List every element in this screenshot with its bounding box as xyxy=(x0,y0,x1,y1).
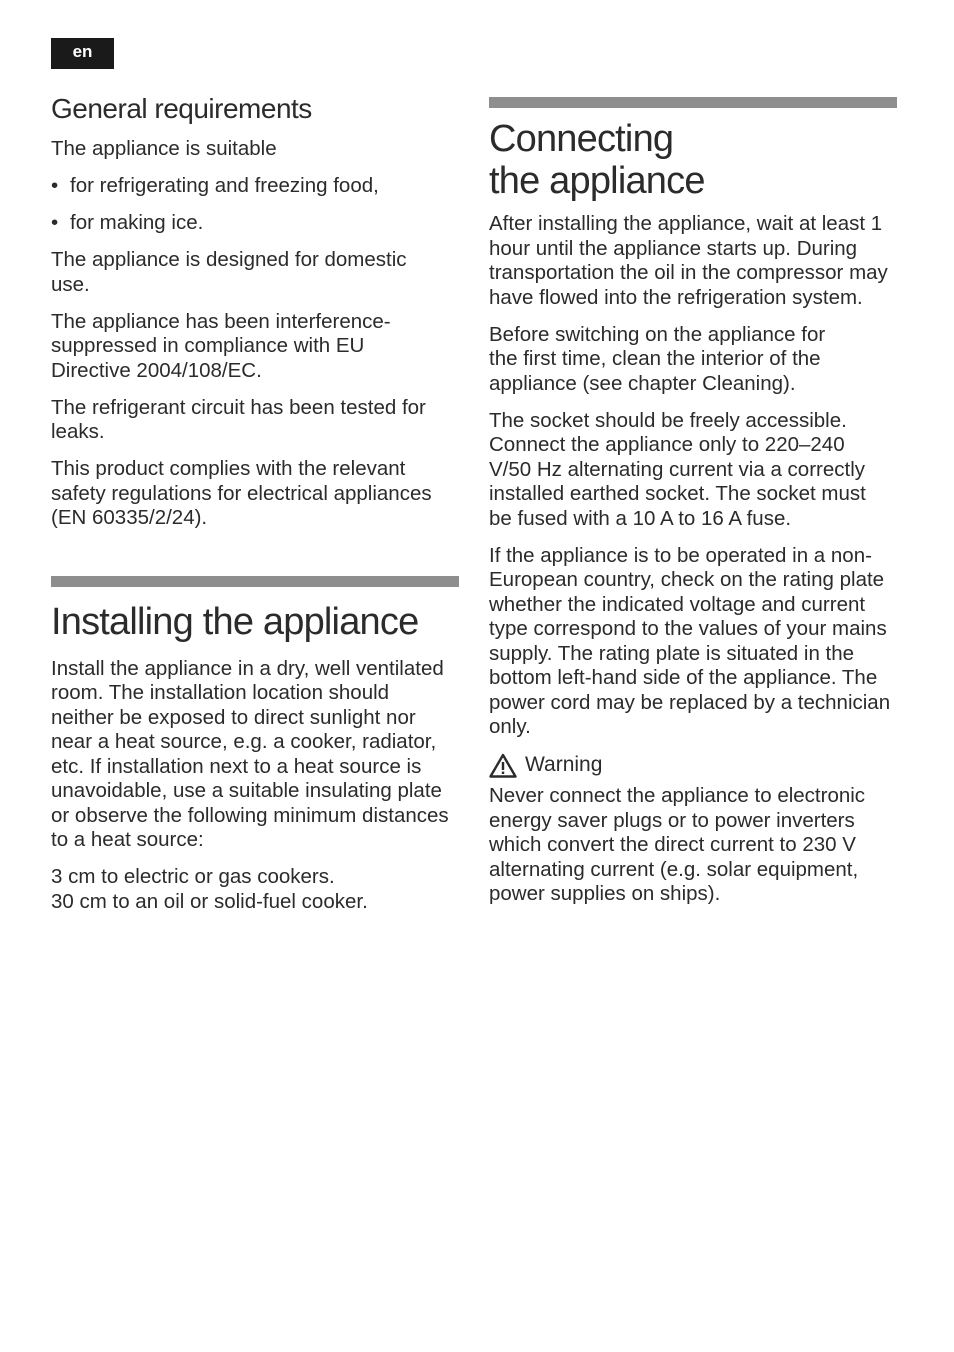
clean-paragraph: Before switching on the appliance for the first time, clean the interior of the appliance (see chapter Cleaning). xyxy=(489,322,826,395)
refrigerant-paragraph: The refrigerant circuit has been tested for leaks. xyxy=(51,395,426,443)
language-tab: en xyxy=(51,38,114,69)
warning-label: Warning xyxy=(525,753,603,776)
general-requirements-heading: General requirements xyxy=(51,93,312,124)
installing-heading: Installing the appliance xyxy=(51,600,419,643)
wait-paragraph: After installing the appliance, wait at least 1 hour until the appliance starts up. During transportation the oil in the compressor may have flowed into the refrigeration system. xyxy=(489,212,888,309)
section-divider xyxy=(51,576,459,587)
bullet-icon: • xyxy=(51,211,59,234)
warning-paragraph: Never connect the appliance to electronic energy saver plugs or to power inverters which convert the direct current to 230 V alternating current (e.g. solar equipment, power supplies on ships). xyxy=(489,784,866,905)
socket-paragraph: The socket should be freely accessible. Connect the appliance only to 220–240 V/50 Hz alternating current via a correctly installed earthed socket. The socket must be fused with a 10 A to 16 A fuse. xyxy=(489,408,866,530)
connecting-heading: Connecting the appliance xyxy=(489,118,705,202)
suitability-list xyxy=(51,174,461,236)
bullet-icon: • xyxy=(51,174,59,197)
warning-heading xyxy=(489,752,904,778)
list-item: • for making ice. xyxy=(51,211,204,234)
warning-triangle-icon xyxy=(489,753,517,778)
list-item: • for refrigerating and freezing food, xyxy=(51,174,379,197)
complies-paragraph: This product complies with the relevant safety regulations for electrical appliances (EN 60335/2/24). xyxy=(51,457,432,529)
general-intro: The appliance is suitable xyxy=(51,137,277,160)
domestic-paragraph: The appliance is designed for domestic use. xyxy=(51,248,407,296)
interference-paragraph: The appliance has been interference-suppressed in compliance with EU Directive 2004/108/EC. xyxy=(51,309,391,382)
left-column xyxy=(51,91,461,914)
right-column xyxy=(489,97,904,907)
section-divider xyxy=(489,97,897,108)
install-paragraph: Install the appliance in a dry, well ventilated room. The installation location should neither be exposed to direct sunlight nor near a heat source, e.g. a cooker, radiator, etc. If installation next to a heat source is unavoidable, use a suitable insulating plate or observe the following minimum distances to a heat source: xyxy=(51,656,449,851)
distance-electric-gas: 3 cm to electric or gas cookers. xyxy=(51,865,335,888)
non-european-paragraph: If the appliance is to be operated in a non-European country, check on the rating plate whether the indicated voltage and current type correspond to the values of your mains supply. The rating plate is situated in the bottom left-hand side of the appliance. The power cord may be replaced by a technician only. xyxy=(489,543,891,738)
distance-oil-solid-fuel: 30 cm to an oil or solid-fuel cooker. xyxy=(51,889,368,913)
